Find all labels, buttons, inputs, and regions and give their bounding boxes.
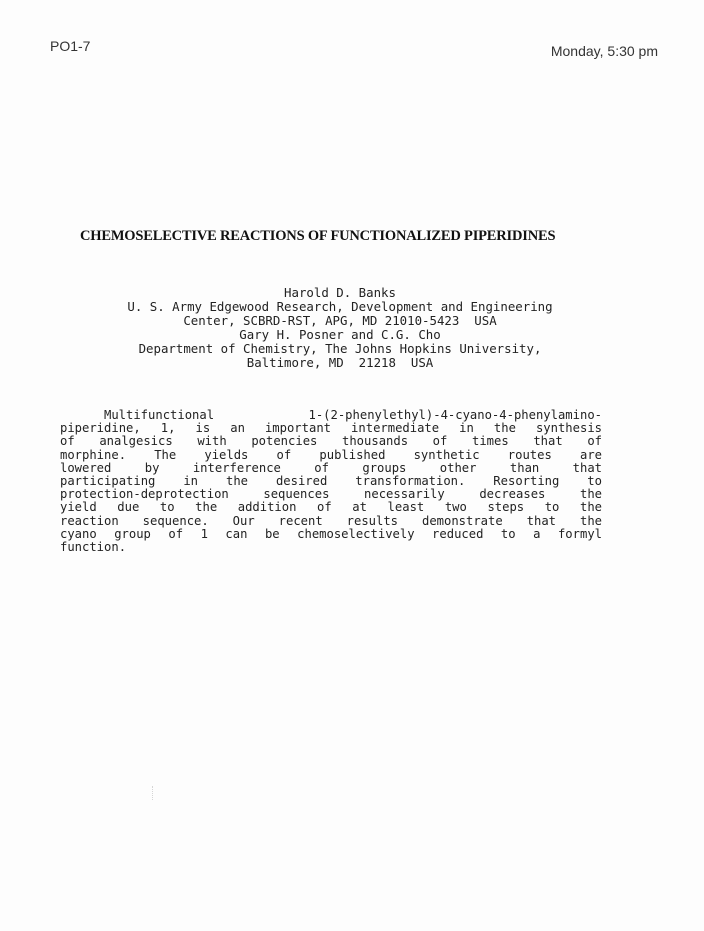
- abstract-line: reaction sequence. Our recent results demonstrate that the: [60, 514, 602, 528]
- abstract-line: lowered by interference of groups other than that: [60, 461, 602, 475]
- affiliation-line: Department of Chemistry, The Johns Hopkins University,: [138, 341, 542, 356]
- affiliation-line: U. S. Army Edgewood Research, Development and Engineering: [127, 299, 553, 314]
- affiliation-line: Center, SCBRD-RST, APG, MD 21010-5423 USA: [183, 313, 497, 328]
- abstract-line: cyano group of 1 can be chemoselectively reduced to a formyl: [60, 527, 602, 541]
- paper-title: CHEMOSELECTIVE REACTIONS OF FUNCTIONALIZED PIPERIDINES: [80, 228, 556, 244]
- author-line: Gary H. Posner and C.G. Cho: [239, 327, 441, 342]
- abstract-line: participating in the desired transformation. Resorting to: [60, 474, 602, 488]
- abstract-line: Multifunctional 1-(2-phenylethyl)-4-cyano-4-phenylamino-: [104, 409, 602, 422]
- abstract-line: yield due to the addition of at least two steps to the: [60, 501, 602, 515]
- session-code: PO1-7: [50, 38, 91, 54]
- author-line: Harold D. Banks: [284, 285, 396, 300]
- abstract-line: protection-deprotection sequences necessarily decreases the: [60, 488, 602, 502]
- affiliation-line: Baltimore, MD 21218 USA: [246, 355, 434, 370]
- scan-artifact: [152, 786, 157, 800]
- abstract-line: of analgesics with potencies thousands of times that of: [60, 435, 602, 449]
- author-block: [60, 286, 620, 370]
- abstract-line: piperidine, 1, is an important intermediate in the synthesis: [60, 422, 602, 436]
- session-time: Monday, 5:30 pm: [550, 43, 658, 59]
- abstract-line: morphine. The yields of published synthetic routes are: [60, 448, 602, 462]
- abstract-line: function.: [60, 540, 127, 554]
- abstract-body: [60, 409, 602, 554]
